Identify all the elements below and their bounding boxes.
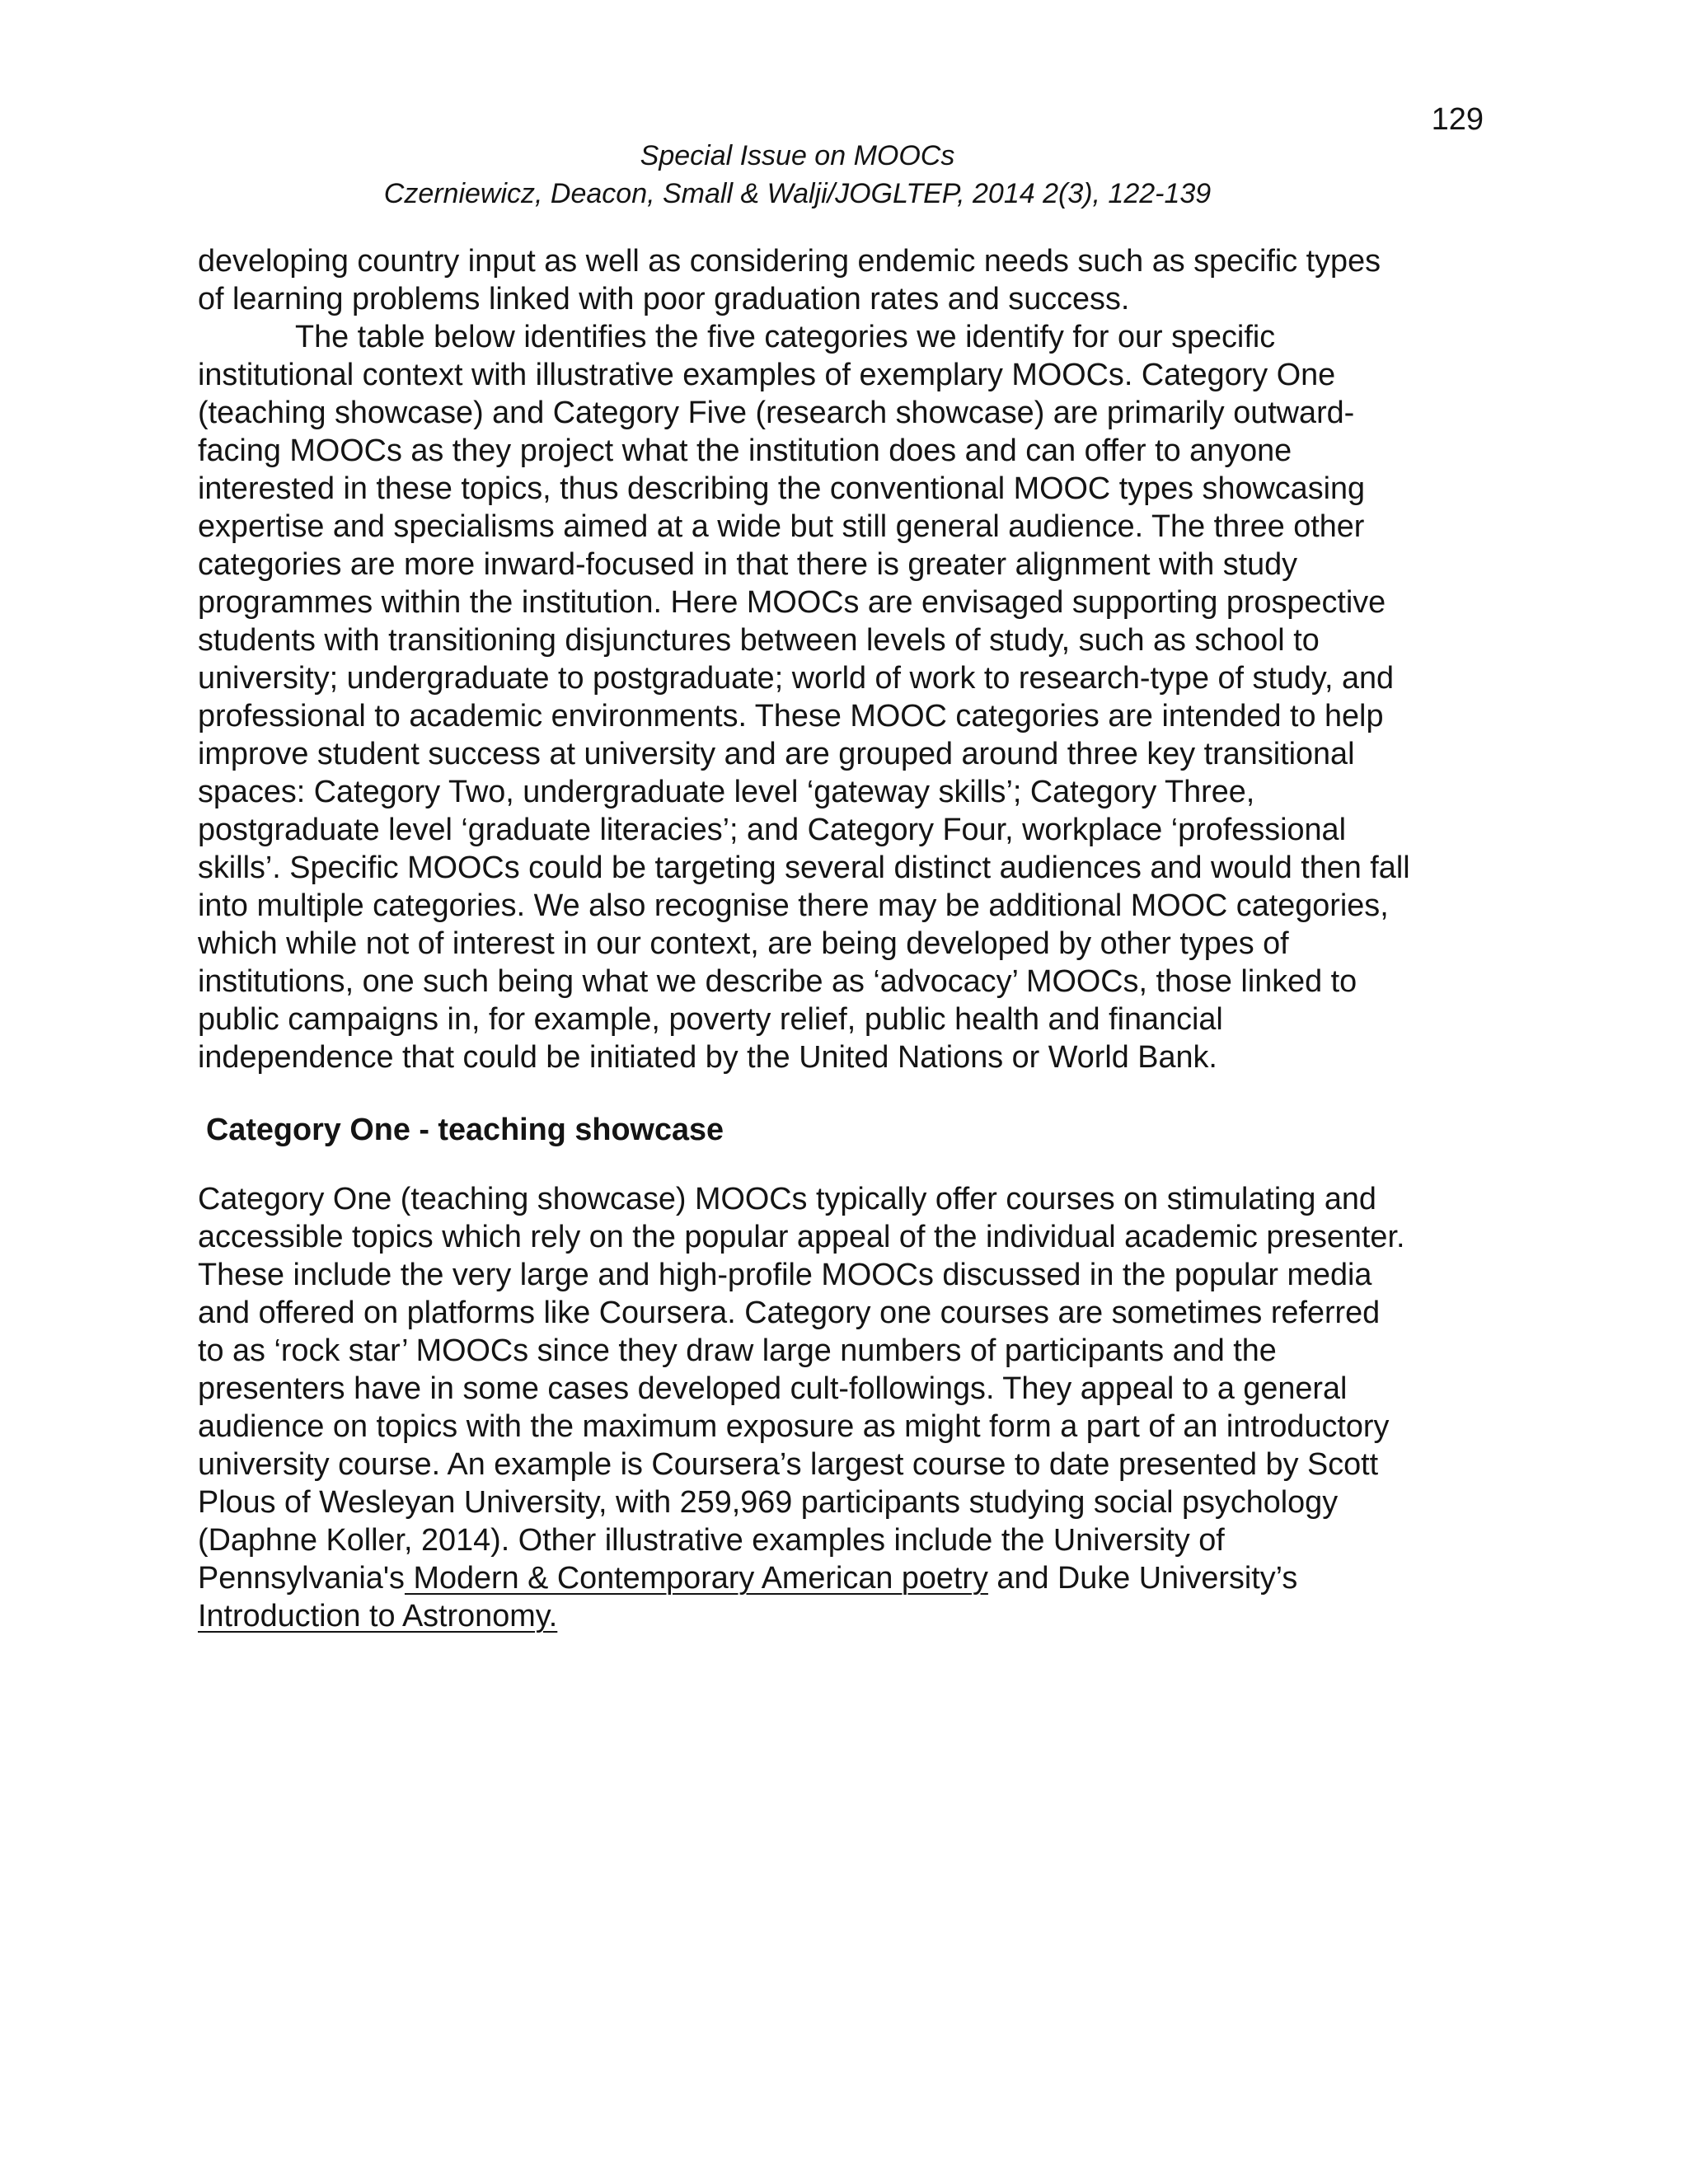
text-line: presenters have in some cases developed cult-followings. They appeal to a general — [198, 1371, 1348, 1406]
text-segment: and Duke University’s — [987, 1561, 1298, 1596]
text-line: programmes within the institution. Here MOOCs are envisaged supporting prospective — [198, 585, 1386, 620]
text-line: university; undergraduate to postgraduate; world of work to research-type of study, and — [198, 661, 1395, 696]
text-line: students with transitioning disjunctures between levels of study, such as school to — [198, 623, 1320, 658]
text-line: audience on topics with the maximum exposure as might form a part of an introductory — [198, 1409, 1390, 1444]
text-line: accessible topics which rely on the popular appeal of the individual academic presenter. — [198, 1220, 1405, 1254]
text-line: professional to academic environments. These MOOC categories are intended to help — [198, 699, 1384, 733]
text-segment: Pennsylvania's — [198, 1561, 405, 1596]
text-line: postgraduate level ‘graduate literacies’; and Category Four, workplace ‘professional — [198, 813, 1346, 847]
text-line: (teaching showcase) and Category Five (research showcase) are primarily outward- — [198, 396, 1355, 430]
text-line: expertise and specialisms aimed at a wide but still general audience. The three other — [198, 509, 1365, 544]
text-line: into multiple categories. We also recognise there may be additional MOOC categories, — [198, 888, 1389, 923]
text-line-with-link — [198, 1559, 1297, 1597]
text-line: developing country input as well as considering endemic needs such as specific types — [198, 244, 1381, 279]
text-line-with-link — [198, 1597, 557, 1635]
astronomy-course-link[interactable]: Introduction to Astronomy. — [198, 1599, 558, 1633]
text-line: interested in these topics, thus describing the conventional MOOC types showcasing — [198, 471, 1366, 506]
page-number: 129 — [1431, 102, 1484, 137]
poetry-course-link[interactable]: Modern & Contemporary American poetry — [404, 1561, 988, 1596]
text-line: spaces: Category Two, undergraduate level ‘gateway skills’; Category Three, — [198, 775, 1255, 809]
text-line: university course. An example is Coursera’s largest course to date presented by Scott — [198, 1447, 1379, 1482]
text-line: improve student success at university and are grouped around three key transitional — [198, 737, 1355, 771]
issue-title: Special Issue on MOOCs — [640, 140, 955, 171]
running-header — [0, 137, 1595, 213]
text-line: which while not of interest in our context, are being developed by other types of — [198, 926, 1289, 961]
text-line: Plous of Wesleyan University, with 259,969 participants studying social psychology — [198, 1485, 1339, 1520]
text-line: institutions, one such being what we describe as ‘advocacy’ MOOCs, those linked to — [198, 964, 1357, 999]
text-line: The table below identifies the five categories we identify for our specific — [295, 320, 1276, 354]
text-line: Category One (teaching showcase) MOOCs typically offer courses on stimulating and — [198, 1182, 1376, 1216]
text-line: to as ‘rock star’ MOOCs since they draw large numbers of participants and the — [198, 1333, 1277, 1368]
section-heading: Category One - teaching showcase — [206, 1113, 724, 1147]
text-line: (Daphne Koller, 2014). Other illustrative examples include the University of — [198, 1523, 1225, 1558]
text-line: independence that could be initiated by the United Nations or World Bank. — [198, 1040, 1217, 1075]
text-line: and offered on platforms like Coursera. Category one courses are sometimes referred — [198, 1296, 1381, 1330]
article-citation: Czerniewicz, Deacon, Small & Walji/JOGLTEP, 2014 2(3), 122-139 — [383, 178, 1212, 209]
text-line: facing MOOCs as they project what the institution does and can offer to anyone — [198, 434, 1292, 468]
text-line: categories are more inward-focused in that there is greater alignment with study — [198, 547, 1298, 582]
text-line: These include the very large and high-profile MOOCs discussed in the popular media — [198, 1258, 1372, 1292]
text-line: public campaigns in, for example, poverty relief, public health and financial — [198, 1002, 1223, 1037]
text-line: skills’. Specific MOOCs could be targeting several distinct audiences and would then fall — [198, 851, 1410, 885]
text-line: institutional context with illustrative examples of exemplary MOOCs. Category One — [198, 358, 1336, 392]
text-line: of learning problems linked with poor graduation rates and success. — [198, 282, 1130, 316]
